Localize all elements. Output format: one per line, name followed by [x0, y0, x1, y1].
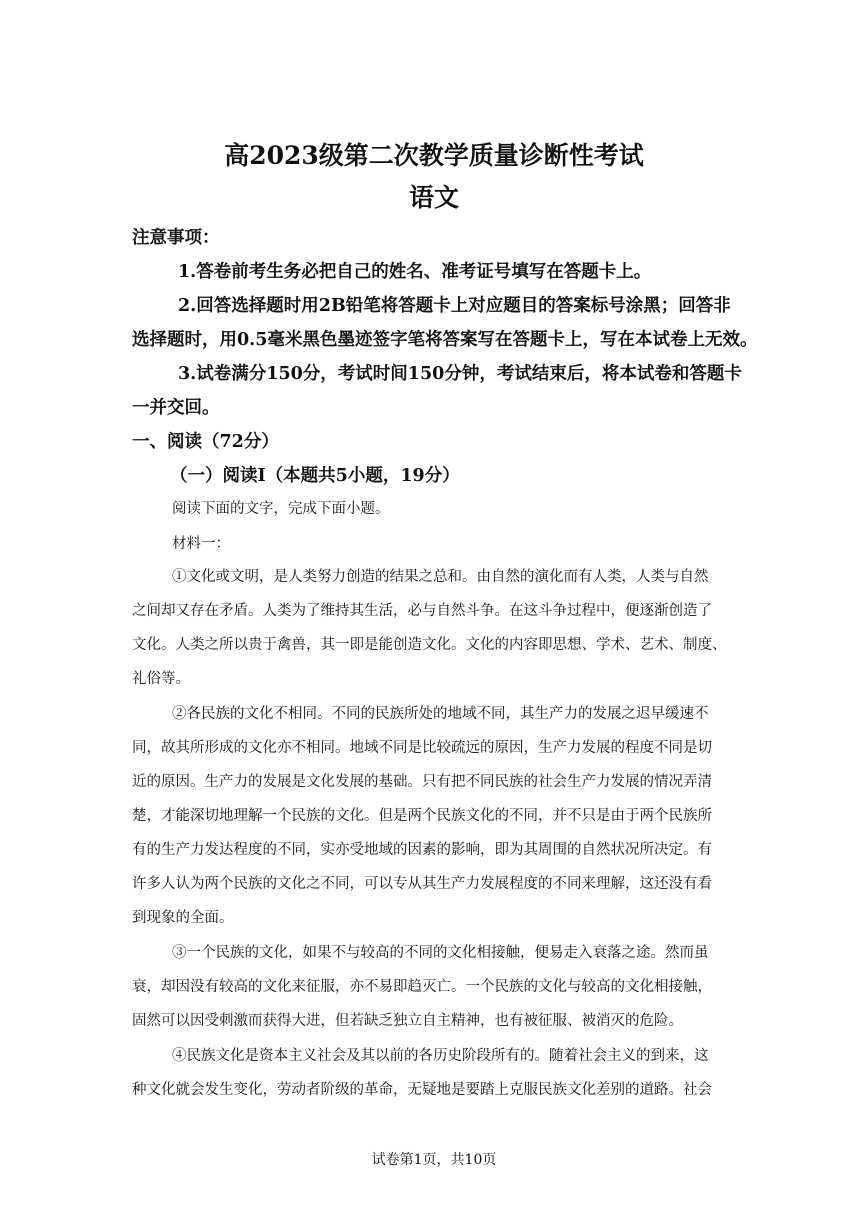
section-heading: 一、阅读（72分） — [132, 432, 279, 452]
paragraph-1-line-4: 礼俗等。 — [132, 671, 190, 687]
paragraph-2-line-4: 楚，才能深切地理解一个民族的文化。但是两个民族文化的不同，并不只是由于两个民族所 — [132, 808, 712, 824]
paragraph-2-line-5: 有的生产力发达程度的不同，实亦受地域的因素的影响，即为其周围的自然状况所决定。有 — [132, 842, 712, 858]
paragraph-2-line-6: 许多人认为两个民族的文化之不同，可以专从其生产力发展程度的不同来理解，这还没有看 — [132, 876, 712, 892]
paragraph-2-line-2: 同，故其所形成的文化亦不相同。地域不同是比较疏远的原因，生产力发展的程度不同是切 — [132, 740, 712, 756]
paragraph-1-line-3: 文化。人类之所以贵于禽兽，其一即是能创造文化。文化的内容即思想、学术、艺术、制度、 — [132, 637, 727, 653]
paragraph-3-line-1: ③一个民族的文化，如果不与较高的不同的文化相接触，便易走入衰落之途。然而虽 — [172, 945, 709, 961]
subject-title: 语文 — [408, 183, 459, 212]
exam-title: 高2023级第二次教学质量诊断性考试 — [224, 141, 644, 170]
notice-item-2: 2.回答选择题时用2B铅笔将答题卡上对应题目的答案标号涂黑；回答非 — [178, 296, 731, 316]
paragraph-3-line-2: 衰，却因没有较高的文化来征服，亦不易即趋灭亡。一个民族的文化与较高的文化相接触， — [132, 979, 712, 995]
paragraph-1-line-1: ①文化或文明，是人类努力创造的结果之总和。由自然的演化而有人类，人类与自然 — [172, 569, 709, 585]
paragraph-4-line-1: ④民族文化是资本主义社会及其以前的各历史阶段所有的。随着社会主义的到来，这 — [172, 1048, 709, 1064]
paragraph-3-line-3: 固然可以因受刺激而获得大进，但若缺乏独立自主精神，也有被征服、被消灭的危险。 — [132, 1013, 683, 1029]
material-label: 材料一： — [172, 536, 230, 552]
notice-item-1: 1.答卷前考生务必把自己的姓名、准考证号填写在答题卡上。 — [178, 262, 652, 282]
reading-instruction: 阅读下面的文字，完成下面小题。 — [172, 501, 390, 517]
notice-item-2-cont: 选择题时，用0.5毫米黑色墨迹签字笔将答案写在答题卡上，写在本试卷上无效。 — [132, 330, 758, 350]
page-footer: 试卷第1页，共10页 — [371, 1152, 497, 1168]
paragraph-4-line-2: 种文化就会发生变化，劳动者阶级的革命，无疑地是要踏上克服民族文化差别的道路。社会 — [132, 1082, 712, 1098]
section-subheading: （一）阅读Ⅰ（本题共5小题，19分） — [170, 466, 460, 486]
paragraph-2-line-7: 到现象的全面。 — [132, 910, 234, 926]
paragraph-2-line-3: 近的原因。生产力的发展是文化发展的基础。只有把不同民族的社会生产力发展的情况弄清 — [132, 774, 712, 790]
notice-item-3: 3.试卷满分150分，考试时间150分钟，考试结束后，将本试卷和答题卡 — [178, 364, 742, 384]
notice-heading: 注意事项： — [132, 228, 220, 248]
paragraph-2-line-1: ②各民族的文化不相同。不同的民族所处的地域不同，其生产力的发展之迟早缓速不 — [172, 706, 709, 722]
paragraph-1-line-2: 之间却又存在矛盾。人类为了维持其生活，必与自然斗争。在这斗争过程中，便逐渐创造了 — [132, 603, 712, 619]
notice-item-3-cont: 一并交回。 — [132, 398, 220, 418]
